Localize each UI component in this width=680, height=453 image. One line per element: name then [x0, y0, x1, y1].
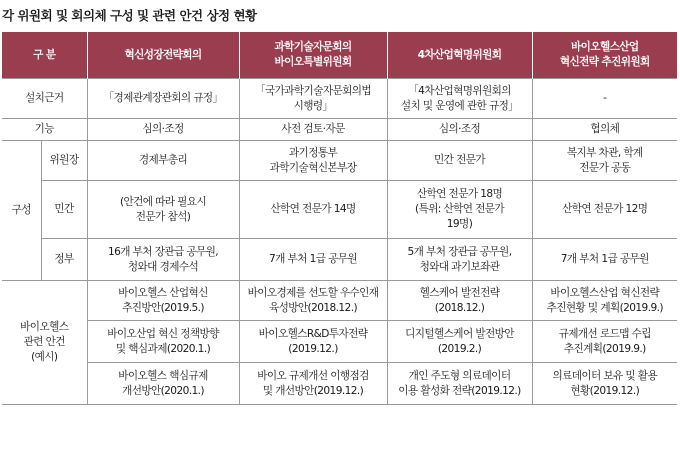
table-cell — [532, 281, 677, 321]
header-4th-industrial: 4차산업혁명위원회 — [387, 32, 532, 79]
cell-line: 전문가 참석) — [135, 210, 191, 223]
table-cell — [239, 141, 387, 181]
table-row — [2, 141, 677, 181]
cell-line: (2018.12.) — [434, 301, 485, 314]
cell-line: 복지부 차관, 학계 — [566, 146, 643, 159]
cell-line: 16개 부처 장관급 공무원, — [107, 245, 219, 258]
table-cell — [387, 363, 532, 405]
cell-line: 의료데이터 보유 및 활용 — [552, 369, 658, 382]
header-science-advisory — [239, 32, 387, 79]
cell-line: (예시) — [31, 351, 58, 363]
table-cell — [387, 79, 532, 119]
committee-table — [2, 32, 677, 405]
cell-line: 관련 안건 — [23, 336, 65, 348]
row-label-function: 기능 — [2, 119, 87, 141]
cell-line: (안건에 따라 필요시 — [119, 195, 207, 208]
header-line: 바이오특별위원회 — [274, 56, 352, 68]
cell-line: 바이오헬스R&D투자전략 — [258, 327, 368, 340]
table-cell — [239, 79, 387, 119]
cell-line: 및 개선방안(2019.12.) — [262, 384, 364, 397]
cell-line: 이용 활성화 전략(2019.12.) — [398, 384, 521, 397]
row-label-composition: 구성 — [2, 141, 41, 281]
cell-line: 추진방안(2019.5.) — [122, 301, 204, 314]
cell-line: 바이오헬스 산업혁신 — [118, 286, 208, 299]
table-cell — [87, 321, 239, 363]
cell-line: 과기정통부 — [288, 146, 338, 159]
table-cell: 산학연 전문가 14명 — [239, 181, 387, 239]
cell-line: 19명) — [446, 218, 473, 230]
table-row — [2, 181, 677, 239]
cell-line: 추진계획(2019.9.) — [563, 342, 646, 355]
header-line: 혁신전략 추진위원회 — [559, 56, 650, 68]
cell-line: 시행령」 — [293, 99, 333, 112]
cell-line: 추진현황 및 계획(2019.9.) — [546, 301, 663, 314]
table-cell — [387, 239, 532, 281]
header-category: 구 분 — [2, 32, 87, 79]
table-cell: 「경제관계장관회의 규정」 — [87, 79, 239, 119]
table-cell: 심의·조정 — [387, 119, 532, 141]
cell-line: 5개 부처 장관급 공무원, — [407, 245, 512, 258]
cell-line: 및 핵심과제(2020.1.) — [115, 342, 211, 355]
cell-line: 바이오경제를 선도할 우수인재 — [247, 286, 379, 299]
table-cell: 산학연 전문가 12명 — [532, 181, 677, 239]
cell-line: (2019.2.) — [437, 342, 482, 355]
table-row — [2, 119, 677, 141]
cell-line: 청와대 과기보좌관 — [419, 260, 500, 273]
header-line: 과학기술자문회의 — [274, 41, 352, 53]
table-cell — [239, 281, 387, 321]
table-cell — [87, 181, 239, 239]
cell-line: 바이오헬스 — [20, 321, 69, 333]
cell-line: 현황(2019.12.) — [570, 384, 640, 397]
cell-line: 산학연 전문가 18명 — [416, 188, 503, 200]
table-cell: - — [532, 79, 677, 119]
table-cell: 사전 검토·자문 — [239, 119, 387, 141]
table-cell — [532, 363, 677, 405]
table-row — [2, 239, 677, 281]
table-cell: 심의·조정 — [87, 119, 239, 141]
cell-line: 「국가과학기술자문회의법 — [255, 84, 371, 97]
row-label-basis: 설치근거 — [2, 79, 87, 119]
table-cell — [532, 321, 677, 363]
table-cell — [387, 281, 532, 321]
cell-line: 개인 주도형 의료데이터 — [408, 369, 511, 382]
table-row — [2, 281, 677, 321]
cell-line: 「4차산업혁명위원회의 — [408, 84, 511, 97]
cell-line: 전문가 공동 — [579, 161, 631, 174]
table-row — [2, 321, 677, 363]
table-row — [2, 363, 677, 405]
table-cell — [387, 321, 532, 363]
header-biohealth-committee — [532, 32, 677, 79]
page-title: 각 위원회 및 회의체 구성 및 관련 안건 상정 현황 — [2, 8, 257, 23]
table-cell — [387, 181, 532, 239]
table-cell — [87, 239, 239, 281]
table-cell — [239, 321, 387, 363]
cell-line: 개선방안(2020.1.) — [122, 384, 204, 397]
sub-label-chair: 위원장 — [41, 141, 87, 181]
header-line: 바이오헬스산업 — [571, 41, 639, 53]
row-label-agenda — [2, 281, 87, 405]
cell-line: 바이오산업 혁신 정책방향 — [107, 327, 219, 340]
table-header-row — [2, 32, 677, 79]
cell-line: 규제개선 로드맵 수립 — [558, 327, 651, 340]
cell-line: 바이오헬스 핵심규제 — [118, 369, 208, 382]
cell-line: 바이오 규제개선 이행점검 — [257, 369, 369, 382]
table-cell: 협의체 — [532, 119, 677, 141]
cell-line: 바이오헬스산업 혁신전략 — [550, 286, 660, 299]
cell-line: 디지털헬스케어 발전방안 — [405, 327, 514, 340]
table-cell — [532, 141, 677, 181]
cell-line: 설치 및 운영에 관한 규정」 — [400, 99, 519, 112]
cell-line: (2019.12.) — [288, 342, 338, 355]
table-cell — [87, 363, 239, 405]
header-innovation-growth: 혁신성장전략회의 — [87, 32, 239, 79]
table-cell: 민간 전문가 — [387, 141, 532, 181]
table-row — [2, 79, 677, 119]
sub-label-private: 민간 — [41, 181, 87, 239]
cell-line: (특위: 산학연 전문가 — [414, 203, 505, 215]
sub-label-gov: 정부 — [41, 239, 87, 281]
cell-line: 청와대 경제수석 — [127, 260, 199, 273]
table-cell: 7개 부처 1급 공무원 — [532, 239, 677, 281]
cell-line: 육성방안(2018.12.) — [269, 301, 357, 314]
cell-line: 헬스케어 발전전략 — [419, 286, 500, 299]
table-cell: 경제부총리 — [87, 141, 239, 181]
cell-line: 과학기술혁신본부장 — [269, 161, 357, 174]
table-cell: 7개 부처 1급 공무원 — [239, 239, 387, 281]
table-cell — [87, 281, 239, 321]
table-cell — [239, 363, 387, 405]
